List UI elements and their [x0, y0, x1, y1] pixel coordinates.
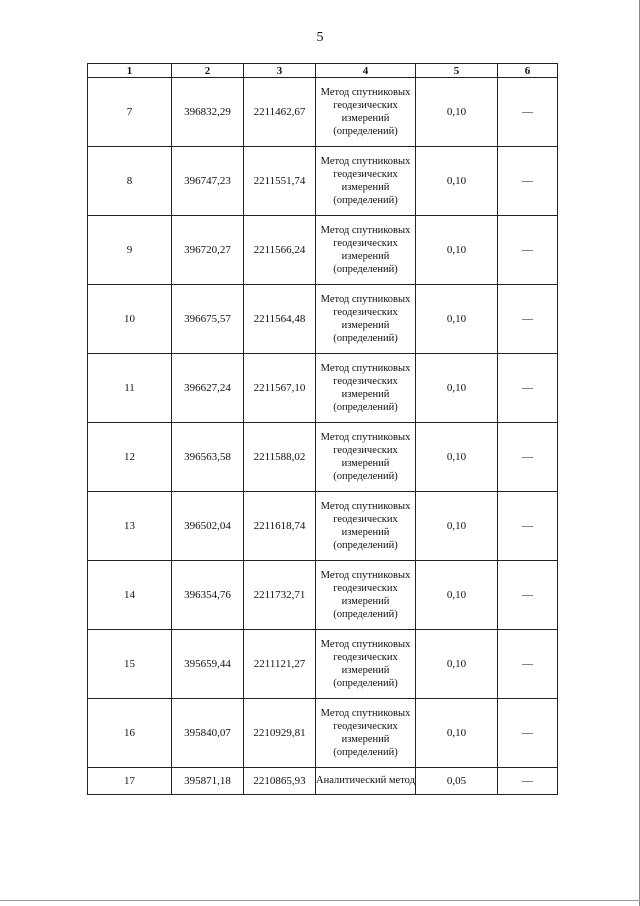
accuracy-cell: 0,05	[416, 768, 498, 795]
x-coordinate-cell: 396720,27	[172, 216, 244, 285]
method-cell: Метод спутниковых геодезических измерений (определений)	[316, 561, 416, 630]
table-row	[88, 768, 558, 795]
method-cell: Метод спутниковых геодезических измерений (определений)	[316, 492, 416, 561]
x-coordinate-cell: 396502,04	[172, 492, 244, 561]
note-cell: —	[498, 630, 558, 699]
note-cell: —	[498, 699, 558, 768]
point-number-cell: 9	[88, 216, 172, 285]
y-coordinate-cell: 2211551,74	[244, 147, 316, 216]
page-number: 5	[316, 30, 324, 45]
note-cell: —	[498, 354, 558, 423]
header-cell: 2	[172, 64, 244, 78]
table-body	[88, 78, 558, 795]
point-number-cell: 10	[88, 285, 172, 354]
x-coordinate-cell: 396675,57	[172, 285, 244, 354]
header-cell: 1	[88, 64, 172, 78]
accuracy-cell: 0,10	[416, 216, 498, 285]
method-cell: Метод спутниковых геодезических измерений (определений)	[316, 216, 416, 285]
table-header-row	[88, 64, 558, 78]
y-coordinate-cell: 2211588,02	[244, 423, 316, 492]
table-row	[88, 78, 558, 147]
accuracy-cell: 0,10	[416, 354, 498, 423]
x-coordinate-cell: 396832,29	[172, 78, 244, 147]
x-coordinate-cell: 396747,23	[172, 147, 244, 216]
point-number-cell: 14	[88, 561, 172, 630]
point-number-cell: 16	[88, 699, 172, 768]
table-row	[88, 285, 558, 354]
note-cell: —	[498, 285, 558, 354]
header-cell: 5	[416, 64, 498, 78]
method-cell: Метод спутниковых геодезических измерений (определений)	[316, 423, 416, 492]
method-cell: Метод спутниковых геодезических измерений (определений)	[316, 699, 416, 768]
coordinates-table	[87, 63, 558, 795]
table-row	[88, 561, 558, 630]
point-number-cell: 8	[88, 147, 172, 216]
y-coordinate-cell: 2211566,24	[244, 216, 316, 285]
accuracy-cell: 0,10	[416, 147, 498, 216]
note-cell: —	[498, 216, 558, 285]
accuracy-cell: 0,10	[416, 561, 498, 630]
point-number-cell: 13	[88, 492, 172, 561]
x-coordinate-cell: 396354,76	[172, 561, 244, 630]
method-cell: Метод спутниковых геодезических измерений (определений)	[316, 78, 416, 147]
y-coordinate-cell: 2211462,67	[244, 78, 316, 147]
header-cell: 6	[498, 64, 558, 78]
point-number-cell: 15	[88, 630, 172, 699]
x-coordinate-cell: 396627,24	[172, 354, 244, 423]
y-coordinate-cell: 2211121,27	[244, 630, 316, 699]
y-coordinate-cell: 2211567,10	[244, 354, 316, 423]
note-cell: —	[498, 561, 558, 630]
x-coordinate-cell: 395659,44	[172, 630, 244, 699]
method-cell: Аналитический метод	[316, 768, 416, 795]
table-row	[88, 354, 558, 423]
table-row	[88, 699, 558, 768]
accuracy-cell: 0,10	[416, 699, 498, 768]
point-number-cell: 7	[88, 78, 172, 147]
point-number-cell: 17	[88, 768, 172, 795]
accuracy-cell: 0,10	[416, 423, 498, 492]
note-cell: —	[498, 147, 558, 216]
x-coordinate-cell: 396563,58	[172, 423, 244, 492]
note-cell: —	[498, 492, 558, 561]
method-cell: Метод спутниковых геодезических измерений (определений)	[316, 630, 416, 699]
point-number-cell: 11	[88, 354, 172, 423]
accuracy-cell: 0,10	[416, 78, 498, 147]
table-row	[88, 492, 558, 561]
scan-edge-bottom	[0, 900, 640, 901]
note-cell: —	[498, 423, 558, 492]
table-row	[88, 147, 558, 216]
accuracy-cell: 0,10	[416, 492, 498, 561]
method-cell: Метод спутниковых геодезических измерений (определений)	[316, 285, 416, 354]
header-cell: 3	[244, 64, 316, 78]
method-cell: Метод спутниковых геодезических измерений (определений)	[316, 147, 416, 216]
accuracy-cell: 0,10	[416, 630, 498, 699]
table-row	[88, 423, 558, 492]
note-cell: —	[498, 768, 558, 795]
y-coordinate-cell: 2210929,81	[244, 699, 316, 768]
header-cell: 4	[316, 64, 416, 78]
table-row	[88, 630, 558, 699]
y-coordinate-cell: 2211618,74	[244, 492, 316, 561]
note-cell: —	[498, 78, 558, 147]
accuracy-cell: 0,10	[416, 285, 498, 354]
table-row	[88, 216, 558, 285]
y-coordinate-cell: 2211732,71	[244, 561, 316, 630]
method-cell: Метод спутниковых геодезических измерений (определений)	[316, 354, 416, 423]
x-coordinate-cell: 395840,07	[172, 699, 244, 768]
y-coordinate-cell: 2210865,93	[244, 768, 316, 795]
point-number-cell: 12	[88, 423, 172, 492]
x-coordinate-cell: 395871,18	[172, 768, 244, 795]
y-coordinate-cell: 2211564,48	[244, 285, 316, 354]
